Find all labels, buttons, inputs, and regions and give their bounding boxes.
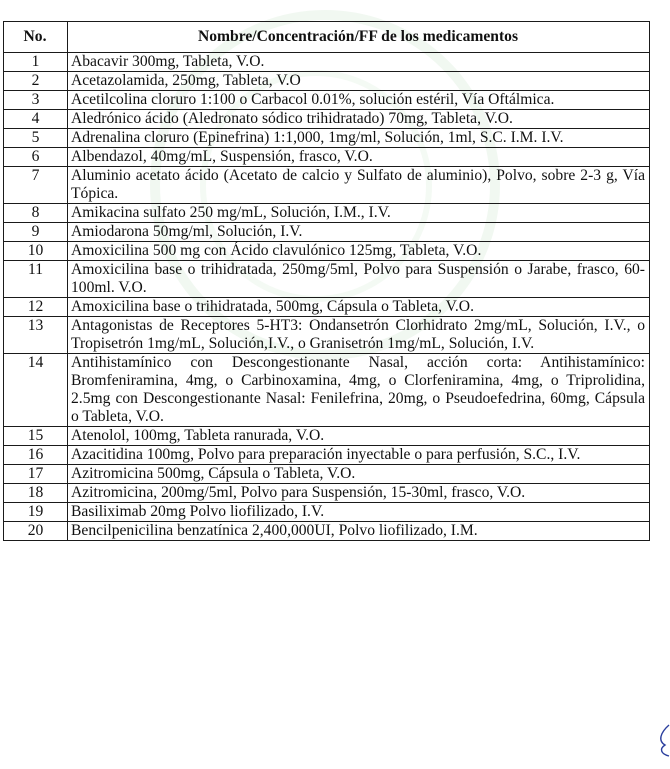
row-description: Antagonistas de Receptores 5-HT3: Ondansetrón Clorhidrato 2mg/mL, Solución, I.V., o Tropisetrón 1mg/mL, Solución,I.V., o Granisetrón 1mg/mL, Solución, I.V. bbox=[68, 317, 650, 354]
row-number: 15 bbox=[4, 427, 68, 446]
row-number: 9 bbox=[4, 223, 68, 242]
row-description: Abacavir 300mg, Tableta, V.O. bbox=[68, 53, 650, 72]
row-description: Aledrónico ácido (Aledronato sódico trihidratado) 70mg, Tableta, V.O. bbox=[68, 110, 650, 129]
table-row bbox=[4, 129, 650, 148]
row-description: Acetilcolina cloruro 1:100 o Carbacol 0.01%, solución estéril, Vía Oftálmica. bbox=[68, 91, 650, 110]
row-number: 17 bbox=[4, 465, 68, 484]
row-number: 12 bbox=[4, 298, 68, 317]
signature-stroke bbox=[656, 723, 670, 757]
table-header-row bbox=[4, 22, 650, 53]
row-number: 5 bbox=[4, 129, 68, 148]
table-row bbox=[4, 522, 650, 541]
row-number: 10 bbox=[4, 242, 68, 261]
row-description: Bencilpenicilina benzatínica 2,400,000UI, Polvo liofilizado, I.M. bbox=[68, 522, 650, 541]
table-row bbox=[4, 110, 650, 129]
medications-table bbox=[3, 21, 650, 541]
header-description: Nombre/Concentración/FF de los medicamentos bbox=[68, 22, 650, 53]
row-description: Antihistamínico con Descongestionante Nasal, acción corta: Antihistamínico: Bromfeniramina, 4mg, o Carbinoxamina, 4mg, o Clorfeniramina, 4mg, o Triprolidina, 2.5mg con Descongestionante Nasal: Fenilefrina, 20mg, o Pseudoefedrina, 60mg, Cápsula o Tableta, V.O. bbox=[68, 354, 650, 427]
row-description: Adrenalina cloruro (Epinefrina) 1:1,000, 1mg/ml, Solución, 1ml, S.C. I.M. I.V. bbox=[68, 129, 650, 148]
row-number: 8 bbox=[4, 204, 68, 223]
row-number: 20 bbox=[4, 522, 68, 541]
row-number: 2 bbox=[4, 72, 68, 91]
row-description: Amiodarona 50mg/ml, Solución, I.V. bbox=[68, 223, 650, 242]
table-row bbox=[4, 427, 650, 446]
row-description: Acetazolamida, 250mg, Tableta, V.O bbox=[68, 72, 650, 91]
row-description: Albendazol, 40mg/mL, Suspensión, frasco, V.O. bbox=[68, 148, 650, 167]
table-row bbox=[4, 503, 650, 522]
row-number: 13 bbox=[4, 317, 68, 354]
table-row bbox=[4, 91, 650, 110]
row-number: 18 bbox=[4, 484, 68, 503]
table-row bbox=[4, 484, 650, 503]
table-row bbox=[4, 167, 650, 204]
table-row bbox=[4, 242, 650, 261]
row-number: 11 bbox=[4, 261, 68, 298]
row-number: 1 bbox=[4, 53, 68, 72]
table-row bbox=[4, 204, 650, 223]
row-description: Azitromicina, 200mg/5ml, Polvo para Suspensión, 15-30ml, frasco, V.O. bbox=[68, 484, 650, 503]
table-row bbox=[4, 148, 650, 167]
row-number: 19 bbox=[4, 503, 68, 522]
table-row bbox=[4, 446, 650, 465]
row-number: 16 bbox=[4, 446, 68, 465]
row-description: Amikacina sulfato 250 mg/mL, Solución, I.M., I.V. bbox=[68, 204, 650, 223]
row-description: Amoxicilina base o trihidratada, 500mg, Cápsula o Tableta, V.O. bbox=[68, 298, 650, 317]
row-number: 14 bbox=[4, 354, 68, 427]
row-description: Basiliximab 20mg Polvo liofilizado, I.V. bbox=[68, 503, 650, 522]
table-row bbox=[4, 317, 650, 354]
table-row bbox=[4, 298, 650, 317]
row-number: 6 bbox=[4, 148, 68, 167]
table-row bbox=[4, 261, 650, 298]
table-row bbox=[4, 354, 650, 427]
row-description: Amoxicilina 500 mg con Ácido clavulónico 125mg, Tableta, V.O. bbox=[68, 242, 650, 261]
row-description: Aluminio acetato ácido (Acetato de calcio y Sulfato de aluminio), Polvo, sobre 2-3 g, Vía Tópica. bbox=[68, 167, 650, 204]
table-row bbox=[4, 223, 650, 242]
row-description: Amoxicilina base o trihidratada, 250mg/5ml, Polvo para Suspensión o Jarabe, frasco, 60-100ml. V.O. bbox=[68, 261, 650, 298]
row-number: 4 bbox=[4, 110, 68, 129]
header-number: No. bbox=[4, 22, 68, 53]
row-number: 7 bbox=[4, 167, 68, 204]
row-number: 3 bbox=[4, 91, 68, 110]
table-row bbox=[4, 465, 650, 484]
row-description: Azitromicina 500mg, Cápsula o Tableta, V.O. bbox=[68, 465, 650, 484]
table-row bbox=[4, 53, 650, 72]
table-body bbox=[4, 53, 650, 541]
row-description: Azacitidina 100mg, Polvo para preparación inyectable o para perfusión, S.C., I.V. bbox=[68, 446, 650, 465]
table-row bbox=[4, 72, 650, 91]
row-description: Atenolol, 100mg, Tableta ranurada, V.O. bbox=[68, 427, 650, 446]
